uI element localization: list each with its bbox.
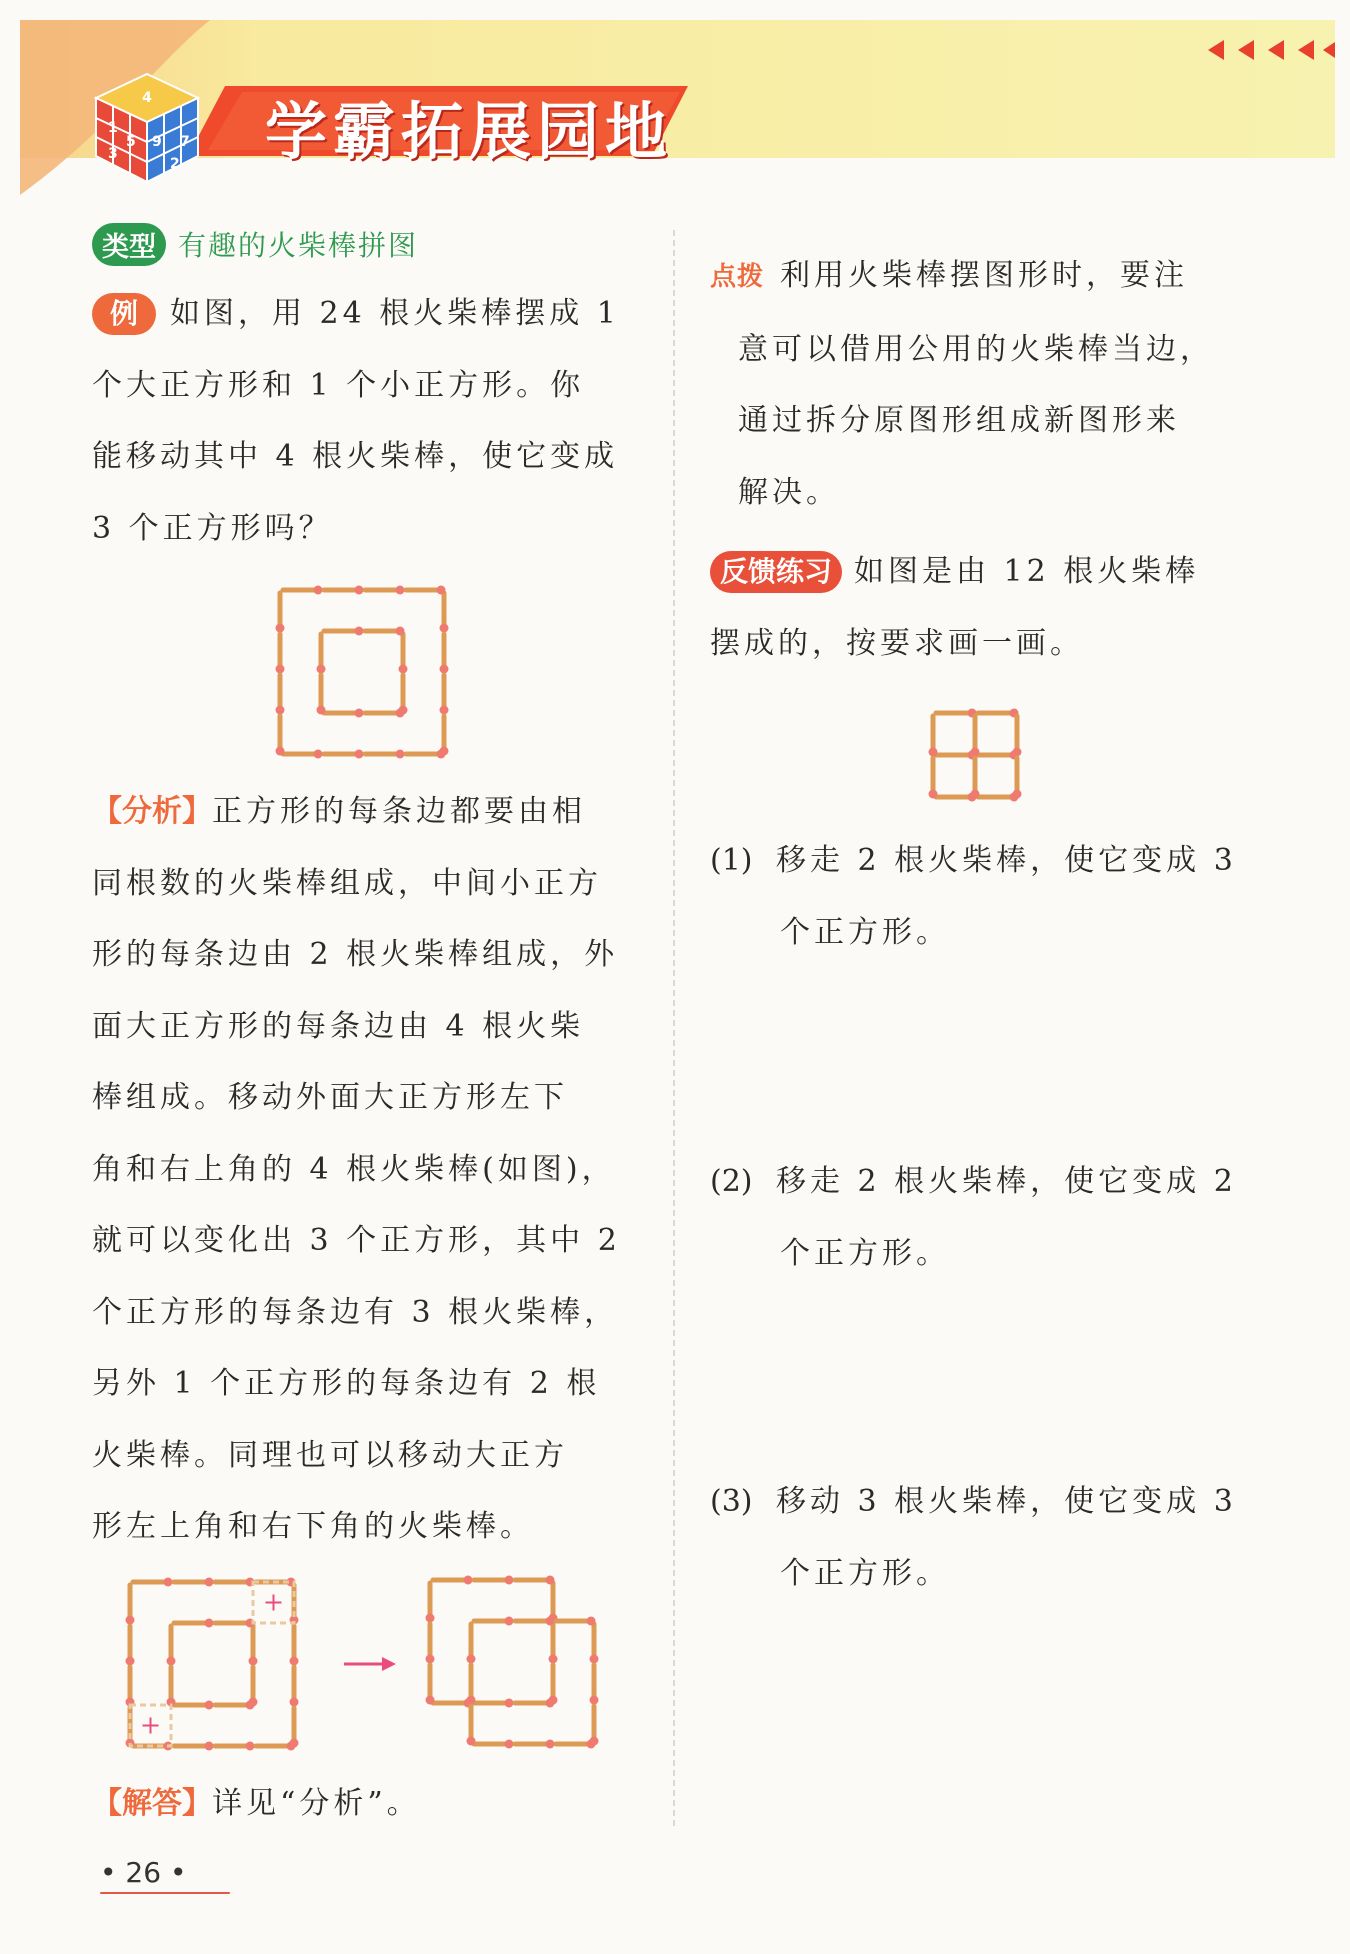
match-head — [205, 1742, 214, 1751]
match-head — [290, 1739, 299, 1748]
match-head — [971, 748, 980, 757]
match-head — [396, 586, 405, 595]
match-head — [399, 706, 408, 715]
match-head — [549, 1655, 558, 1664]
question-1 — [710, 825, 1270, 968]
banner-background — [20, 20, 1335, 195]
practice-badge: 反馈练习 — [710, 551, 842, 593]
page-number: • 26 • — [100, 1856, 187, 1889]
type-badge: 类型 — [92, 223, 166, 266]
match-head — [505, 1617, 514, 1626]
example-line: 能移动其中 4 根火柴棒，使它变成 — [92, 439, 619, 474]
match-head — [929, 790, 938, 799]
question-line: 个正方形。 — [780, 1555, 950, 1591]
example-text — [92, 278, 637, 564]
matchstick-figure-after — [420, 1570, 610, 1755]
svg-text:3: 3 — [108, 146, 118, 162]
tip-line: 利用火柴棒摆图形时，要注 — [780, 258, 1189, 293]
analysis-block — [92, 776, 637, 1563]
tip-line: 意可以借用公用的火柴棒当边， — [738, 331, 1214, 367]
svg-text:1: 1 — [108, 120, 118, 136]
tip-text — [710, 240, 1270, 528]
match-head — [249, 1657, 258, 1666]
analysis-line: 另外 1 个正方形的每条边有 2 根 — [92, 1366, 601, 1401]
svg-text:4: 4 — [142, 90, 152, 106]
svg-text:7: 7 — [180, 134, 190, 150]
match-head — [276, 706, 285, 715]
match-head — [546, 1617, 555, 1626]
match-head — [276, 624, 285, 633]
left-column — [92, 222, 637, 564]
match-head — [426, 1696, 435, 1705]
matchstick-figure-before — [118, 1570, 308, 1755]
right-arrow-icon — [340, 1652, 400, 1676]
match-head — [505, 1699, 514, 1708]
tip-line: 通过拆分原图形组成新图形来 — [738, 403, 1180, 438]
svg-text:9: 9 — [152, 134, 162, 150]
answer-label: 【解答】 — [92, 1786, 212, 1821]
match-head — [355, 750, 364, 759]
example-line: 3 个正方形吗？ — [92, 510, 333, 546]
match-head — [314, 586, 323, 595]
match-head — [167, 1657, 176, 1666]
match-head — [355, 586, 364, 595]
match-head — [1013, 748, 1022, 757]
analysis-line: 火柴棒。同理也可以移动大正方 — [92, 1437, 568, 1473]
tip-label: 点拨 — [710, 262, 765, 292]
match-head — [467, 1655, 476, 1664]
match-head — [317, 706, 326, 715]
match-head — [590, 1696, 599, 1705]
match-head — [590, 1655, 599, 1664]
matchstick-grid-figure — [925, 705, 1035, 810]
analysis-line: 形左上角和右下角的火柴棒。 — [92, 1509, 534, 1544]
match-head — [437, 586, 446, 595]
match-head — [249, 1698, 258, 1707]
match-head — [467, 1696, 476, 1705]
analysis-line: 形的每条边由 2 根火柴棒组成，外 — [92, 937, 619, 972]
example-line: 如图，用 24 根火柴棒摆成 1 — [170, 296, 620, 331]
match-head — [205, 1701, 214, 1710]
type-heading — [92, 222, 637, 266]
match-head — [314, 750, 323, 759]
match-head — [205, 1578, 214, 1587]
match-head — [396, 750, 405, 759]
header-banner — [20, 20, 1335, 195]
answer-block — [92, 1768, 637, 1840]
match-head — [126, 1657, 135, 1666]
analysis-line: 正方形的每条边都要由相 — [212, 794, 586, 829]
column-divider — [673, 230, 675, 1830]
question-line: 移走 2 根火柴棒，使它变成 3 — [776, 843, 1237, 878]
analysis-line: 面大正方形的每条边由 4 根火柴 — [92, 1008, 585, 1044]
match-head — [246, 1742, 255, 1751]
example-badge: 例 — [92, 293, 156, 335]
analysis-line: 同根数的火柴棒组成，中间小正方 — [92, 865, 602, 901]
match-head — [426, 1655, 435, 1664]
cube-icon — [90, 70, 205, 185]
question-line: 个正方形。 — [780, 1235, 950, 1271]
question-number: (1) — [710, 843, 753, 878]
tip-line: 解决。 — [738, 474, 840, 510]
match-head — [276, 747, 285, 756]
question-number: (3) — [710, 1484, 753, 1519]
match-head — [426, 1614, 435, 1623]
match-head — [464, 1576, 473, 1585]
svg-text:2: 2 — [170, 156, 180, 172]
match-head — [440, 665, 449, 674]
match-head — [440, 747, 449, 756]
answer-text — [92, 1768, 637, 1840]
example-line: 个大正方形和 1 个小正方形。你 — [92, 367, 585, 403]
analysis-line: 就可以变化出 3 个正方形，其中 2 — [92, 1223, 621, 1258]
question-2 — [710, 1146, 1270, 1289]
match-head — [587, 1617, 596, 1626]
analysis-line: 棒组成。移动外面大正方形左下 — [92, 1080, 568, 1115]
svg-text:5: 5 — [126, 134, 136, 150]
question-3 — [710, 1466, 1270, 1609]
match-head — [440, 624, 449, 633]
match-head — [290, 1657, 299, 1666]
match-head — [505, 1740, 514, 1749]
match-head — [971, 790, 980, 799]
match-head — [590, 1737, 599, 1746]
match-head — [505, 1576, 514, 1585]
match-head — [164, 1578, 173, 1587]
match-head — [1013, 790, 1022, 799]
match-head — [126, 1616, 135, 1625]
matchstick-figure-original — [270, 580, 460, 765]
match-head — [467, 1737, 476, 1746]
type-title: 有趣的火柴棒拼图 — [178, 229, 419, 262]
match-head — [546, 1740, 555, 1749]
match-head — [290, 1698, 299, 1707]
answer-content: 详见“分析”。 — [212, 1786, 421, 1821]
analysis-label: 【分析】 — [92, 794, 212, 829]
practice-line: 如图是由 12 根火柴棒 — [854, 554, 1200, 589]
match-head — [355, 709, 364, 718]
match-head — [440, 706, 449, 715]
right-column — [710, 240, 1270, 679]
match-head — [396, 627, 405, 636]
question-line: 个正方形。 — [780, 914, 950, 950]
match-head — [317, 665, 326, 674]
match-head — [355, 627, 364, 636]
analysis-line: 角和右上角的 4 根火柴棒(如图)， — [92, 1151, 616, 1187]
question-line: 移动 3 根火柴棒，使它变成 3 — [776, 1484, 1237, 1519]
banner-title: 学霸拓展园地 — [265, 95, 674, 168]
match-head — [276, 665, 285, 674]
match-head — [546, 1576, 555, 1585]
match-head — [929, 748, 938, 757]
analysis-text — [92, 776, 637, 1563]
question-line: 移走 2 根火柴棒，使它变成 2 — [776, 1164, 1237, 1199]
match-head — [549, 1696, 558, 1705]
match-head — [399, 665, 408, 674]
question-number: (2) — [710, 1164, 753, 1199]
practice-text — [710, 536, 1270, 679]
practice-line: 摆成的，按要求画一画。 — [710, 625, 1084, 661]
analysis-line: 个正方形的每条边有 3 根火柴棒， — [92, 1294, 619, 1330]
match-head — [205, 1619, 214, 1628]
page-underline — [100, 1892, 230, 1894]
